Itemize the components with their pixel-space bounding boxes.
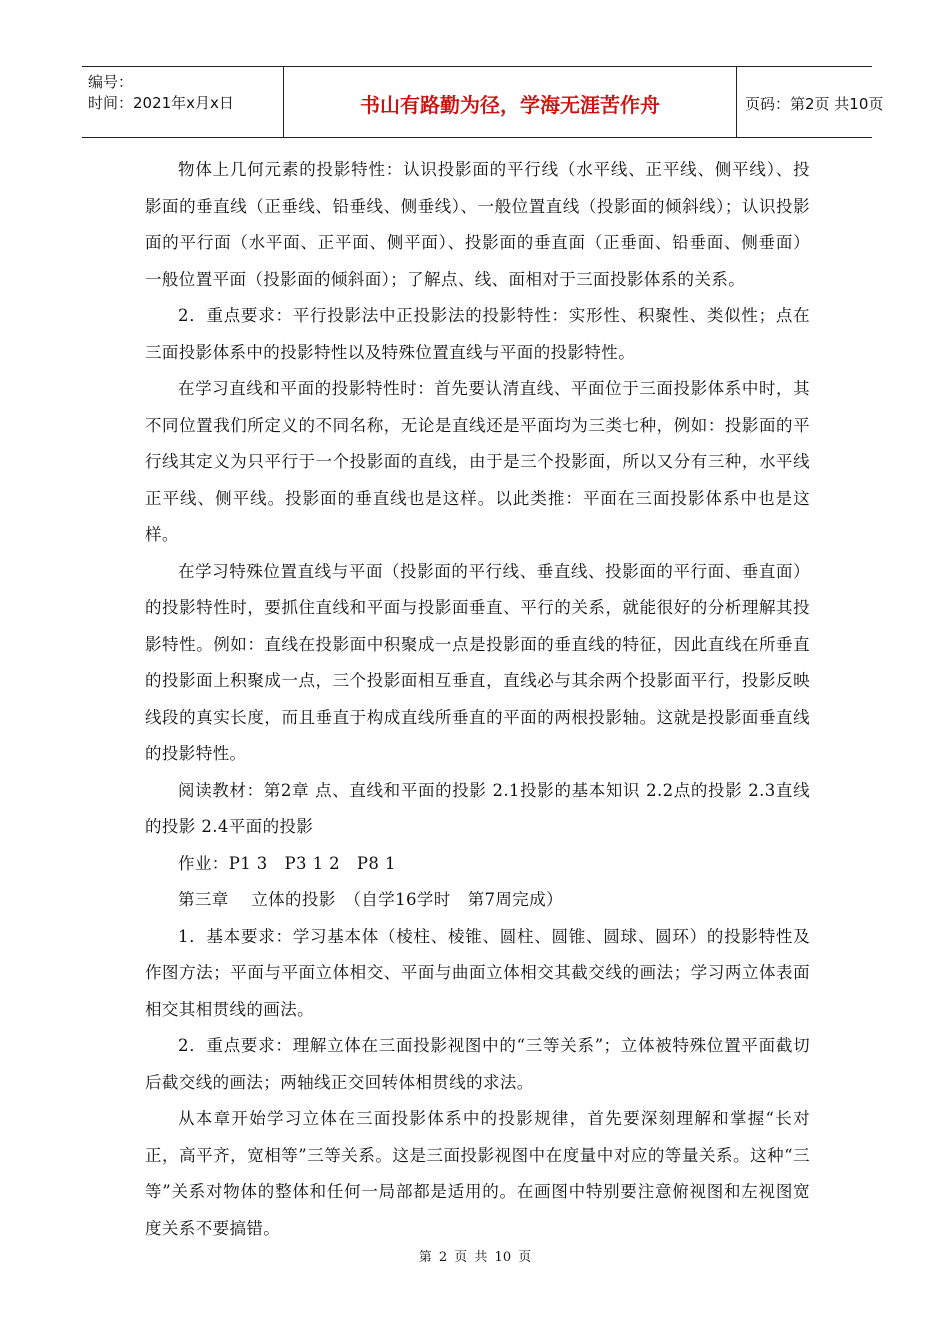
header-info-cell (82, 67, 283, 137)
paragraph-reading-materials: 阅读教材：第2章 点、直线和平面的投影 2.1投影的基本知识 2.2点的投影 2.3直线的投影 2.4平面的投影 (145, 780, 810, 836)
page-header (82, 66, 884, 138)
header-page-cell (737, 67, 884, 137)
paragraph-three-equal-relations: 从本章开始学习立体在三面投影体系中的投影规律，首先要深刻理解和掌握“长对正，高平齐，宽相等”三等关系。这是三面投影视图中在度量中对应的等量关系。这种“三等”关系对物体的整体和任何一局部都是适用的。在画图中特别要注意俯视图和左视图宽度关系不要搞错。 (145, 1109, 810, 1238)
document-body (145, 152, 810, 1247)
serial-number-label: 编号： (88, 73, 134, 91)
chapter-three-heading: 第三章 立体的投影 （自学16学时 第7周完成） (178, 890, 563, 909)
header-page-number: 页码：第2页 共10页 (745, 95, 884, 113)
paragraph-basic-requirements: 1．基本要求：学习基本体（棱柱、棱锥、圆柱、圆锥、圆球、圆环）的投影特性及作图方法；平面与平面立体相交、平面与曲面立体相交其截交线的画法；学习两立体表面相交其相贯线的画法。 (145, 926, 810, 1019)
paragraph-line-plane-study: 在学习直线和平面的投影特性时：首先要认清直线、平面位于三面投影体系中时，其不同位置我们所定义的不同名称，无论是直线还是平面均为三类七种，例如：投影面的平行线其定义为只平行于一个投影面的直线，由于是三个投影面，所以又分有三种，水平线正平线、侧平线。投影面的垂直线也是这样。以此类推：平面在三面投影体系中也是这样。 (145, 379, 810, 544)
paragraph-geometry-projection: 物体上几何元素的投影特性：认识投影面的平行线（水平线、正平线、侧平线）、投影面的垂直线（正垂线、铅垂线、侧垂线）、一般位置直线（投影面的倾斜线）；认识投影面的平行面（水平面、正平面、侧平面）、投影面的垂直面（正垂面、铅垂面、侧垂面）一般位置平面（投影面的倾斜面）；了解点、线、面相对于三面投影体系的关系。 (145, 160, 810, 289)
motto-text: 书山有路勤为径，学海无涯苦作舟 (360, 93, 660, 117)
date-label: 时间：2021年x月x日 (88, 94, 234, 112)
header-motto-cell (283, 67, 737, 137)
paragraph-special-position: 在学习特殊位置直线与平面（投影面的平行线、垂直线、投影面的平行面、垂直面）的投影特性时，要抓住直线和平面与投影面垂直、平行的关系，就能很好的分析理解其投影特性。例如：直线在投影面中积聚成一点是投影面的垂直线的特征，因此直线在所垂直的投影面上积聚成一点，三个投影面相互垂直，直线必与其余两个投影面平行，投影反映线段的真实长度，而且垂直于构成直线所垂直的平面的两根投影轴。这就是投影面垂直线的投影特性。 (145, 561, 810, 763)
paragraph-homework: 作业：P1 3 P3 1 2 P8 1 (178, 853, 396, 873)
paragraph-chapter3-key-requirements: 2．重点要求：理解立体在三面投影视图中的“三等关系”；立体被特殊位置平面截切后截交线的画法；两轴线正交回转体相贯线的求法。 (145, 1036, 810, 1092)
page-footer-number: 第 2 页 共 10 页 (418, 1250, 532, 1265)
paragraph-key-requirements: 2．重点要求：平行投影法中正投影法的投影特性：实形性、积聚性、类似性；点在三面投影体系中的投影特性以及特殊位置直线与平面的投影特性。 (145, 306, 810, 362)
